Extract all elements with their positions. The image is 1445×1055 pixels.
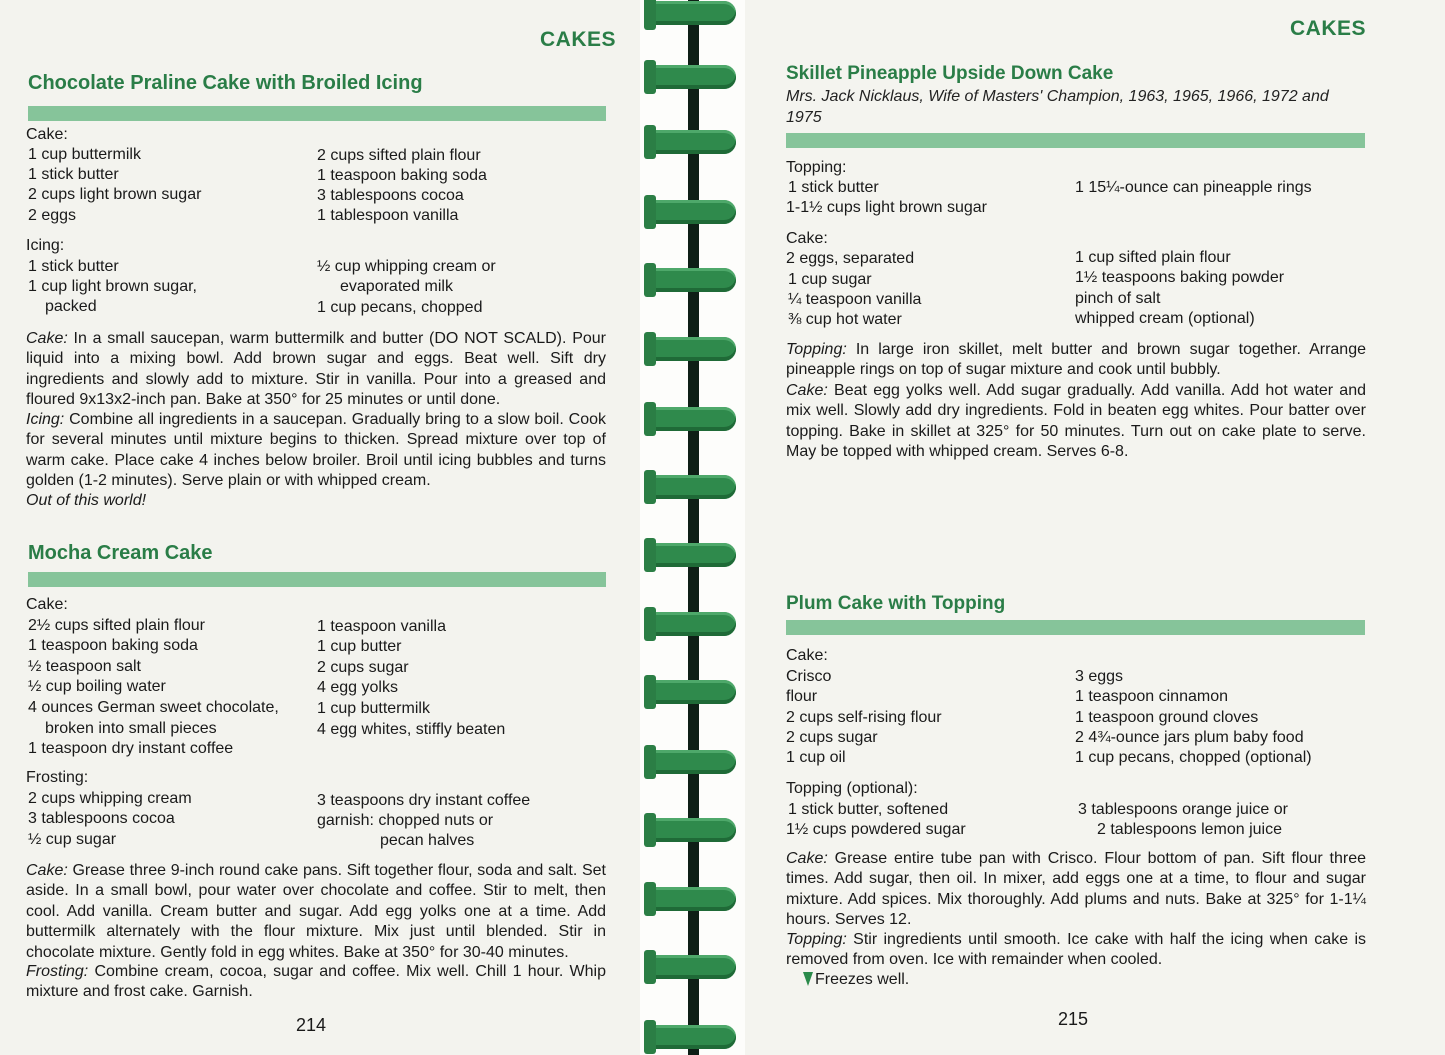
step-label: Topping: bbox=[786, 341, 847, 358]
step-text: Beat egg yolks well. Add sugar gradually. Add vanilla. Add hot water and mix well. Slowly add dry ingredients. Fold in beaten egg whites. Pour batter over topping. Bake in skillet at 325° for 50 minutes. Turn out on cake plate to serve. May be topped with whipped cream. Serves 6-8. bbox=[786, 382, 1366, 461]
ingredient: 2 cups whipping cream bbox=[28, 790, 192, 807]
ingredient: 1 cup oil bbox=[786, 749, 846, 766]
ingredient: 2 tablespoons lemon juice bbox=[1097, 821, 1283, 838]
ingredient: ½ cup sugar bbox=[28, 831, 117, 848]
binding-ring bbox=[644, 470, 740, 504]
step-label: Cake: bbox=[26, 330, 68, 347]
ingredient: 2 eggs bbox=[28, 207, 77, 224]
ingredient: 1 cup light brown sugar, bbox=[28, 278, 197, 295]
binding-ring bbox=[644, 950, 740, 984]
ingredient-group-label: Topping: bbox=[786, 159, 847, 176]
ingredient: whipped cream (optional) bbox=[1075, 310, 1255, 327]
ingredient: flour bbox=[786, 688, 818, 705]
binding-ring bbox=[644, 60, 740, 94]
page-number: 215 bbox=[1058, 1009, 1089, 1029]
ingredient: 1 teaspoon ground cloves bbox=[1075, 709, 1259, 726]
ingredient: ½ cup boiling water bbox=[28, 678, 166, 695]
ingredient: 1 stick butter bbox=[28, 166, 119, 183]
ingredient: 1 stick butter bbox=[28, 258, 119, 275]
ingredient: packed bbox=[45, 298, 97, 315]
ingredient: 2 4¾-ounce jars plum baby food bbox=[1075, 729, 1304, 746]
step-text: In a small saucepan, warm buttermilk and butter (DO NOT SCALD). Pour liquid into a mixing bowl. Add brown sugar and eggs. Beat well. Sift dry ingredients and slowly add to mixture. Stir in vanilla. Pour into a greased and floured 9x13x2-inch pan. Bake at 350° for 25 minutes or until done. bbox=[26, 330, 606, 409]
directions bbox=[786, 849, 1366, 931]
binding-ring bbox=[644, 607, 740, 641]
ingredient: garnish: chopped nuts or bbox=[317, 812, 494, 829]
step-label: Icing: bbox=[26, 411, 65, 428]
ingredient: 2 cups light brown sugar bbox=[28, 186, 202, 203]
ingredient: 2 cups sifted plain flour bbox=[317, 147, 481, 164]
ingredient: 2 cups self-rising flour bbox=[786, 709, 942, 726]
recipe-note: Out of this world! bbox=[26, 492, 147, 509]
ingredient: 2½ cups sifted plain flour bbox=[28, 617, 205, 634]
binding-ring bbox=[644, 1020, 740, 1054]
directions bbox=[26, 329, 606, 411]
ingredient: 1 stick butter bbox=[788, 179, 879, 196]
binding-ring bbox=[644, 263, 740, 297]
binding-ring bbox=[644, 813, 740, 847]
title-divider bbox=[28, 106, 606, 121]
step-text: Combine all ingredients in a saucepan. Gradually bring to a slow boil. Cook for several minutes until mixture begins to thicken. Spread mixture over top of warm cake. Place cake 4 inches below broiler. Broil until icing bubbles and turns golden (1-2 minutes). Serve plain or with whipped cream. bbox=[26, 411, 606, 490]
right-page bbox=[745, 0, 1445, 1055]
ingredient: 1 teaspoon dry instant coffee bbox=[28, 740, 234, 757]
ingredient: ½ cup whipping cream or bbox=[317, 258, 496, 275]
step-label: Cake: bbox=[786, 382, 828, 399]
step-text: Combine cream, cocoa, sugar and coffee. Mix well. Chill 1 hour. Whip mixture and frost cake. Garnish. bbox=[26, 963, 606, 1001]
ingredient: 1 tablespoon vanilla bbox=[317, 207, 459, 224]
ingredient: 1 15¼-ounce can pineapple rings bbox=[1075, 179, 1312, 196]
ingredient: 2 cups sugar bbox=[786, 729, 878, 746]
ingredient: 1 teaspoon baking soda bbox=[28, 637, 198, 654]
directions bbox=[786, 340, 1366, 381]
ingredient: pecan halves bbox=[380, 832, 475, 849]
directions bbox=[786, 930, 1366, 971]
ingredient: 4 egg whites, stiffly beaten bbox=[317, 721, 506, 738]
step-text: Grease three 9-inch round cake pans. Sift together flour, soda and salt. Set aside. In a small bowl, pour water over chocolate and coffee. Stir to melt, then cool. Add vanilla. Cream butter and sugar. Add egg yolks one at a time. Add buttermilk alternately with the flour mixture. Mix just until blended. Stir in chocolate mixture. Gently fold in egg whites. Bake at 350° for 30-40 minutes. bbox=[26, 862, 606, 961]
step-text: Stir ingredients until smooth. Ice cake with half the icing when cake is removed from oven. Ice with remainder when cooled. bbox=[786, 931, 1366, 969]
recipe-title: Skillet Pineapple Upside Down Cake bbox=[786, 63, 1114, 84]
recipe-title: Plum Cake with Topping bbox=[786, 593, 1006, 614]
ingredient: 4 ounces German sweet chocolate, bbox=[28, 699, 279, 716]
ingredient-group-label: Topping (optional): bbox=[786, 780, 918, 797]
ingredient: 3 tablespoons cocoa bbox=[28, 810, 175, 827]
ingredient: 3 eggs bbox=[1075, 668, 1124, 685]
ingredient-group-label: Icing: bbox=[26, 237, 65, 254]
ingredient: 1 cup sugar bbox=[788, 271, 872, 288]
left-page bbox=[0, 0, 640, 1055]
ingredient: 1 stick butter, softened bbox=[788, 801, 949, 818]
binding-ring bbox=[644, 332, 740, 366]
step-text: Grease entire tube pan with Crisco. Flour bottom of pan. Sift flour three times. Add sugar, then oil. In mixer, add eggs one at a time, to flour and sugar mixture. Add spices. Mix thoroughly. Add plums and nuts. Bake at 325° for 1-1¼ hours. Serves 12. bbox=[786, 850, 1366, 929]
ingredient-group-label: Cake: bbox=[26, 596, 68, 613]
ingredient: 1½ cups powdered sugar bbox=[786, 821, 966, 838]
ingredient-group-label: Cake: bbox=[786, 647, 828, 664]
ingredient: pinch of salt bbox=[1075, 290, 1161, 307]
step-label: Cake: bbox=[786, 850, 828, 867]
ingredient: 1 cup butter bbox=[317, 638, 402, 655]
title-divider bbox=[786, 133, 1365, 148]
binding-ring bbox=[644, 882, 740, 916]
ingredient: broken into small pieces bbox=[45, 720, 217, 737]
ingredient: 3 tablespoons orange juice or bbox=[1078, 801, 1288, 818]
ingredient: ¼ teaspoon vanilla bbox=[788, 291, 922, 308]
step-text: In large iron skillet, melt butter and brown sugar together. Arrange pineapple rings on top of sugar mixture and cook until bubbly. bbox=[786, 341, 1366, 379]
ingredient: 1 cup buttermilk bbox=[317, 700, 430, 717]
title-divider bbox=[28, 572, 606, 587]
recipe-byline: Mrs. Jack Nicklaus, Wife of Masters' Champion, 1963, 1965, 1966, 1972 and 1975 bbox=[786, 88, 1329, 126]
binding-ring bbox=[644, 538, 740, 572]
section-label: CAKES bbox=[540, 28, 617, 51]
ingredient: ½ teaspoon salt bbox=[28, 658, 141, 675]
ingredient: 1 cup pecans, chopped bbox=[317, 299, 483, 316]
ingredient: 1-1½ cups light brown sugar bbox=[786, 199, 987, 216]
ingredient: 1 cup pecans, chopped (optional) bbox=[1075, 749, 1312, 766]
ingredient-group-label: Cake: bbox=[786, 230, 828, 247]
step-label: Cake: bbox=[26, 862, 68, 879]
section-label: CAKES bbox=[1290, 17, 1367, 40]
binding-ring bbox=[644, 0, 740, 30]
directions bbox=[786, 381, 1366, 463]
directions bbox=[26, 410, 606, 492]
ingredient-group-label: Cake: bbox=[26, 126, 68, 143]
binding-ring bbox=[644, 402, 740, 436]
ingredient: 2 eggs, separated bbox=[786, 250, 915, 267]
ingredient: evaporated milk bbox=[340, 278, 453, 295]
ingredient-group-label: Frosting: bbox=[26, 769, 89, 786]
ingredient: 3 teaspoons dry instant coffee bbox=[317, 792, 531, 809]
ingredient: 1 cup sifted plain flour bbox=[1075, 249, 1231, 266]
ingredient: Crisco bbox=[786, 668, 832, 685]
ingredient: 1 cup buttermilk bbox=[28, 146, 141, 163]
ingredient: 3 tablespoons cocoa bbox=[317, 187, 464, 204]
freeze-note: Freezes well. bbox=[803, 970, 909, 990]
ingredient: 1 teaspoon baking soda bbox=[317, 167, 487, 184]
freezer-glass-icon bbox=[803, 972, 813, 986]
directions bbox=[26, 861, 606, 963]
step-label: Topping: bbox=[786, 931, 847, 948]
binding-ring bbox=[644, 675, 740, 709]
title-divider bbox=[786, 620, 1365, 635]
binding-ring bbox=[644, 125, 740, 159]
recipe-title: Mocha Cream Cake bbox=[28, 542, 213, 564]
page-number: 214 bbox=[296, 1015, 327, 1035]
binding-ring bbox=[644, 195, 740, 229]
directions bbox=[26, 962, 606, 1003]
ingredient: 1 teaspoon vanilla bbox=[317, 618, 446, 635]
ingredient: 4 egg yolks bbox=[317, 679, 398, 696]
ingredient: 1 teaspoon cinnamon bbox=[1075, 688, 1228, 705]
binding-ring bbox=[644, 745, 740, 779]
step-label: Frosting: bbox=[26, 963, 89, 980]
ingredient: 2 cups sugar bbox=[317, 659, 409, 676]
recipe-title: Chocolate Praline Cake with Broiled Icing bbox=[28, 72, 423, 94]
ingredient: 1½ teaspoons baking powder bbox=[1075, 269, 1285, 286]
ingredient: ⅜ cup hot water bbox=[788, 311, 902, 328]
